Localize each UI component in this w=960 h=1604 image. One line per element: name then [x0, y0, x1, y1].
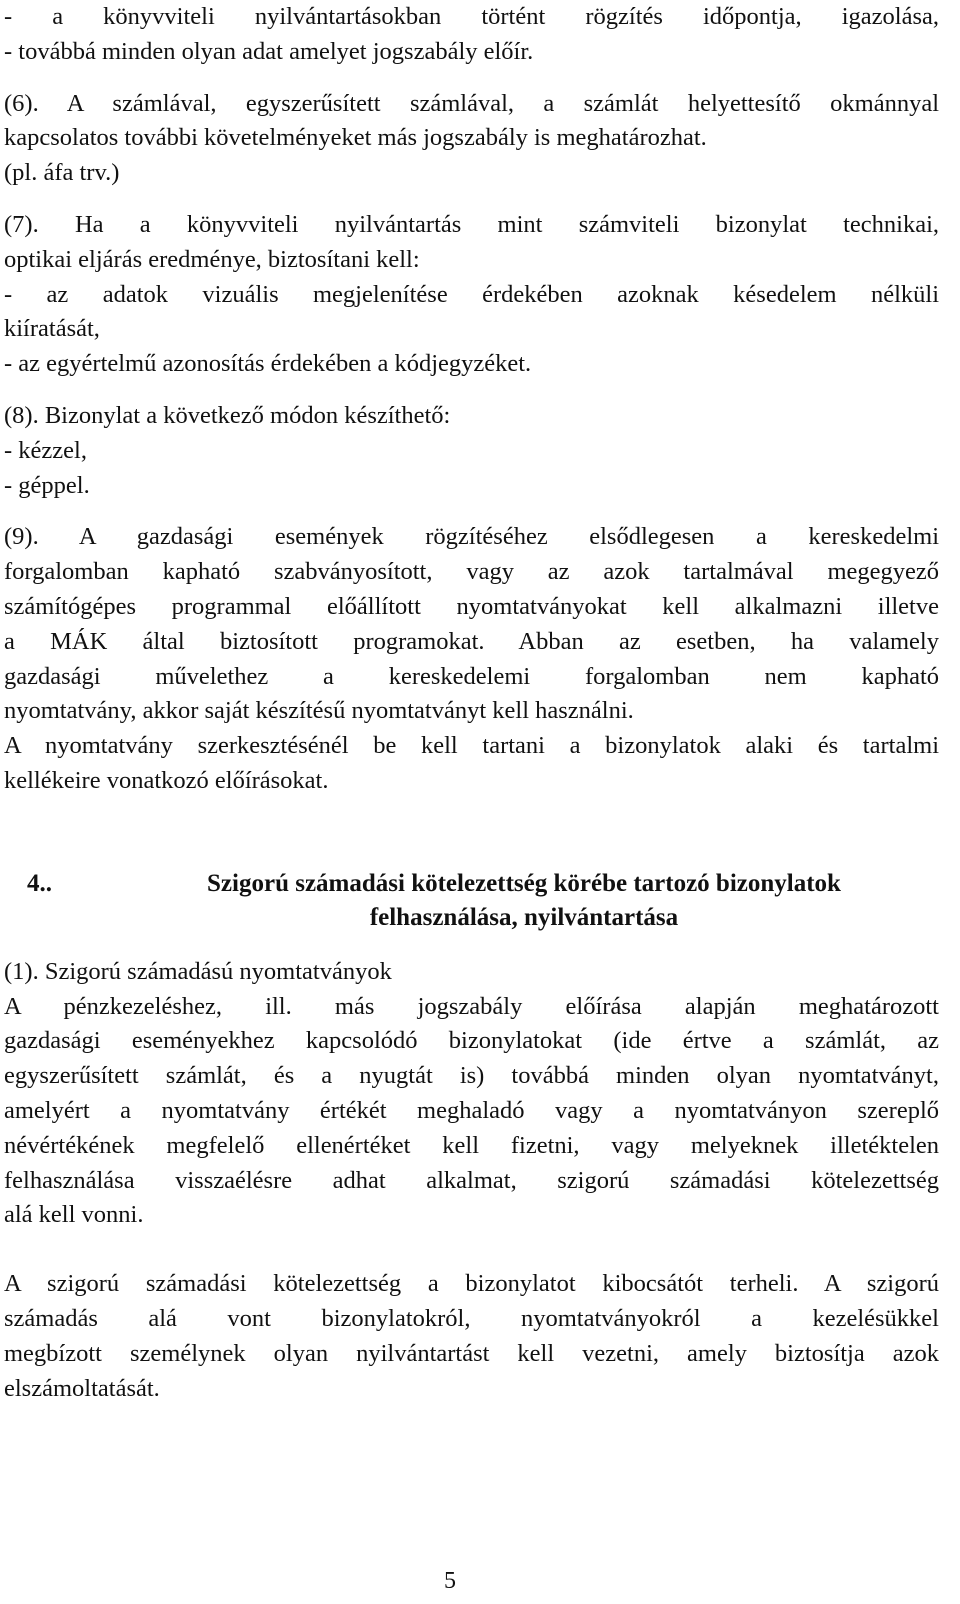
text-line: elszámoltatását.: [4, 1374, 160, 1402]
text-line: (pl. áfa trv.): [4, 159, 120, 187]
text-line: felhasználása visszaélésre adhat alkalmat, szigorú számadási kötelezettség: [4, 1166, 939, 1194]
text-line: nyomtatvány, akkor saját készítésű nyomtatványt kell használni.: [4, 697, 634, 725]
section-number: 4..: [27, 869, 52, 897]
paragraph-1: [4, 955, 939, 1233]
text-line: (6). A számlával, egyszerűsített számlával, a számlát helyettesítő okmánnyal: [4, 89, 939, 117]
text-line: (8). Bizonylat a következő módon készíthető:: [4, 401, 451, 429]
text-line: - továbbá minden olyan adat amelyet jogszabály előír.: [4, 37, 534, 65]
spacer: [4, 70, 939, 87]
section-title-line-2: felhasználása, nyilvántartása: [369, 903, 679, 931]
paragraph-8: [4, 399, 939, 503]
page-number: 5: [444, 1568, 456, 1594]
spacer: [4, 935, 939, 955]
text-line: - a könyvviteli nyilvántartásokban történt rögzítés időpontja, igazolása,: [4, 3, 939, 30]
text-line: alá kell vonni.: [4, 1201, 144, 1229]
spacer: [4, 1233, 939, 1267]
text-line: megbízott személynek olyan nyilvántartást kell vezetni, amely biztosítja azok: [4, 1339, 939, 1367]
text-line: gazdasági művelethez a kereskedelemi forgalomban nem kapható: [4, 662, 939, 690]
text-line: számadás alá vont bizonylatokról, nyomtatványokról a kezelésükkel: [4, 1304, 939, 1332]
text-line: a MÁK által biztosított programokat. Abban az esetben, ha valamely: [4, 627, 939, 655]
text-line: A nyomtatvány szerkesztésénél be kell tartani a bizonylatok alaki és tartalmi: [4, 732, 939, 760]
paragraph-adatok: [4, 0, 939, 70]
section-heading: [4, 867, 939, 935]
text-line: kiíratását,: [4, 315, 100, 343]
paragraph-9: [4, 520, 939, 798]
paragraph-7: [4, 208, 939, 382]
text-line: egyszerűsített számlát, és a nyugtát is) továbbá minden olyan nyomtatványt,: [4, 1062, 939, 1090]
text-line: (7). Ha a könyvviteli nyilvántartás mint számviteli bizonylat technikai,: [4, 210, 939, 238]
spacer: [4, 799, 939, 867]
text-line: - géppel.: [4, 471, 90, 499]
spacer: [4, 382, 939, 399]
text-line: (9). A gazdasági események rögzítéséhez elsődlegesen a kereskedelmi: [4, 523, 939, 551]
text-column: [4, 0, 939, 1406]
text-line: kapcsolatos további követelményeket más jogszabály is meghatározhat.: [4, 124, 707, 152]
paragraph-terheles: [4, 1267, 939, 1406]
section-title-line-1: Szigorú számadási kötelezettség körébe tartozó bizonylatok: [207, 869, 841, 897]
spacer: [4, 503, 939, 520]
text-line: A szigorú számadási kötelezettség a bizonylatot kibocsátót terheli. A szigorú: [4, 1270, 939, 1298]
text-line: - kézzel,: [4, 436, 87, 464]
text-line: amelyért a nyomtatvány értékét meghaladó vagy a nyomtatványon szereplő: [4, 1096, 939, 1124]
text-line: kellékeire vonatkozó előírásokat.: [4, 766, 329, 794]
text-line: - az egyértelmű azonosítás érdekében a kódjegyzéket.: [4, 350, 532, 378]
text-line: számítógépes programmal előállított nyomtatványokat kell alkalmazni illetve: [4, 592, 939, 620]
spacer: [4, 191, 939, 208]
text-line: - az adatok vizuális megjelenítése érdekében azoknak késedelem nélküli: [4, 280, 939, 308]
text-line: optikai eljárás eredménye, biztosítani kell:: [4, 245, 420, 273]
text-line: A pénzkezeléshez, ill. más jogszabály előírása alapján meghatározott: [4, 992, 939, 1020]
paragraph-6: [4, 87, 939, 191]
text-line: névértékének megfelelő ellenértéket kell fizetni, vagy melyeknek illetéktelen: [4, 1131, 939, 1159]
text-line: gazdasági eseményekhez kapcsolódó bizonylatokat (ide értve a számlát, az: [4, 1027, 939, 1055]
text-line: (1). Szigorú számadású nyomtatványok: [4, 957, 392, 985]
text-line: forgalomban kapható szabványosított, vagy az azok tartalmával megegyező: [4, 558, 939, 586]
